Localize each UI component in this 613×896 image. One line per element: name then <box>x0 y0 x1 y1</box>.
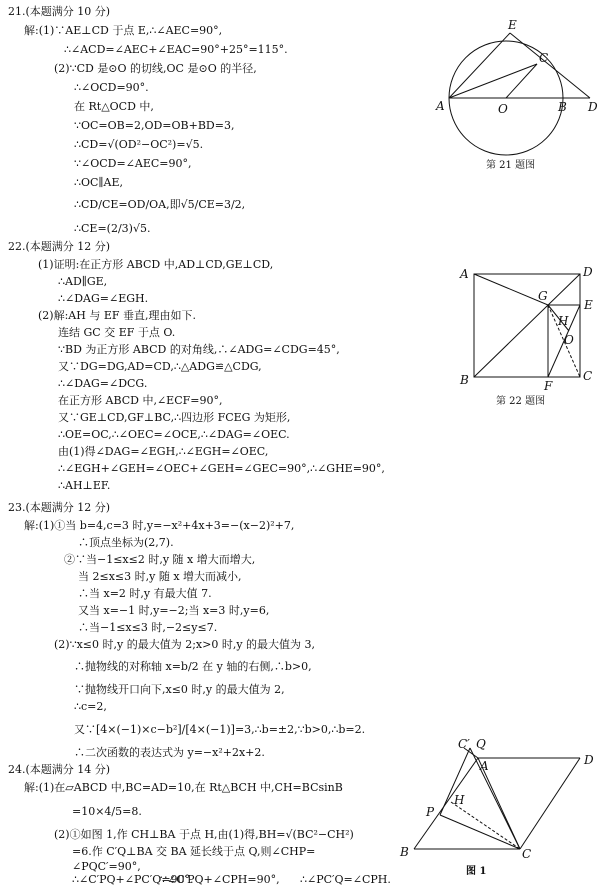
p21-line: ∵∠OCD=∠AEC=90°, <box>74 157 192 170</box>
p23-line: ∵抛物线开口向下,x≤0 时,y 的最大值为 2, <box>74 683 285 696</box>
p24-line: =10×4/5=8. <box>72 805 142 818</box>
p22-line: ∴AH⊥EF. <box>58 479 111 492</box>
fig22-caption: 第 22 题图 <box>496 396 546 407</box>
p24-line: (2)①如图 1,作 CH⊥BA 于点 H,由(1)得,BH=√(BC²−CH²) <box>54 828 354 841</box>
p23-line: ∴顶点坐标为(2,7). <box>78 536 174 549</box>
fig22-label: E <box>584 298 593 312</box>
p22-line: ∴∠DAG=∠DCG. <box>58 377 148 390</box>
p23-line: ∴当 x=2 时,y 有最大值 7. <box>78 587 212 600</box>
p21-line: ∴CD/CE=OD/OA,即√5/CE=3/2, <box>74 198 246 211</box>
fig22-diagram <box>456 262 606 402</box>
p22-line: (2)解:AH 与 EF 垂直,理由如下. <box>38 309 196 322</box>
p24-line: 解:(1)在▱ABCD 中,BC=AD=10,在 Rt△BCH 中,CH=BCsinB <box>24 781 343 794</box>
p21-line: ∴OC∥AE, <box>74 176 123 189</box>
fig21-caption: 第 21 题图 <box>486 160 536 171</box>
p21-line: ∵OC=OB=2,OD=OB+BD=3, <box>74 119 235 132</box>
p22-line: ∴AD∥GE, <box>58 275 108 288</box>
p23-line: ∴当−1≤x≤3 时,−2≤y≤7. <box>78 621 218 634</box>
fig24-caption: 图 1 <box>466 866 487 877</box>
p22-line: 在正方形 ABCD 中,∠ECF=90°, <box>58 394 223 407</box>
p22-line: (1)证明:在正方形 ABCD 中,AD⊥CD,GE⊥CD, <box>38 258 274 271</box>
p23-line: 又∵[4×(−1)×c−b²]/[4×(−1)]=3,∴b=±2,∵b>0,∴b=2. <box>74 723 366 736</box>
fig21-label: D <box>588 100 598 114</box>
fig22-label: D <box>583 265 593 279</box>
p22-line: ∴∠DAG=∠EGH. <box>58 292 149 305</box>
fig21-diagram <box>430 18 600 158</box>
p24-line: ∴∠C′PQ+∠PC′Q=90°. <box>72 873 194 886</box>
p24-line: ∴∠PC′Q=∠CPH. <box>300 873 391 886</box>
p22-line: ∴∠EGH+∠GEH=∠OEC+∠GEH=∠GEC=90°,∴∠GHE=90°, <box>58 462 385 475</box>
p22-line: 由(1)得∠DAG=∠EGH,∴∠EGH=∠OEC, <box>58 445 269 458</box>
p21-line: ∴∠ACD=∠AEC+∠EAC=90°+25°=115°. <box>64 43 288 56</box>
p22-line: 连结 GC 交 EF 于点 O. <box>58 326 176 339</box>
p22-line: 又∵DG=DG,AD=CD,∴△ADG≌△CDG, <box>58 360 262 373</box>
p22-header: 22.(本题满分 12 分) <box>8 240 111 253</box>
fig24-label: P <box>426 805 435 819</box>
p21-line: ∴∠OCD=90°. <box>74 81 149 94</box>
fig22-label: C <box>583 369 593 383</box>
fig22-label: F <box>544 379 553 393</box>
fig22-label: O <box>564 333 574 347</box>
p23-line: 又当 x=−1 时,y=−2;当 x=3 时,y=6, <box>78 604 270 617</box>
p21-line: 解:(1)∵AE⊥CD 于点 E,∴∠AEC=90°, <box>24 24 223 37</box>
p22-line: ∵BD 为正方形 ABCD 的对角线,∴∠ADG=∠CDG=45°, <box>58 343 340 356</box>
p23-line: 当 2≤x≤3 时,y 随 x 增大而减小, <box>78 570 242 583</box>
fig22-label: H <box>558 314 569 328</box>
fig24-label: C <box>522 847 532 861</box>
fig21-label: E <box>508 18 517 32</box>
fig24-label: B <box>400 845 409 859</box>
p23-line: 解:(1)①当 b=4,c=3 时,y=−x²+4x+3=−(x−2)²+7, <box>24 519 295 532</box>
p23-line: ∴二次函数的表达式为 y=−x²+2x+2. <box>74 746 265 759</box>
p22-line: 又∵GE⊥CD,GF⊥BC,∴四边形 FCEG 为矩形, <box>58 411 291 424</box>
fig21-label: O <box>498 102 508 116</box>
fig22-label: A <box>460 267 469 281</box>
p23-line: ②∵当−1≤x≤2 时,y 随 x 增大而增大, <box>64 553 256 566</box>
fig21-label: A <box>436 99 445 113</box>
fig24-label: D <box>584 753 594 767</box>
fig22-label: B <box>460 373 469 387</box>
fig24-diagram <box>398 736 598 876</box>
p22-line: ∴OE=OC,∴∠OEC=∠OCE,∴∠DAG=∠OEC. <box>58 428 290 441</box>
fig24-label: H <box>454 793 465 807</box>
p21-line: ∴CE=(2/3)√5. <box>74 222 151 235</box>
p21-header: 21.(本题满分 10 分) <box>8 5 111 18</box>
fig22-label: G <box>538 289 548 303</box>
p24-header: 24.(本题满分 14 分) <box>8 763 111 776</box>
p21-line: (2)∵CD 是⊙O 的切线,OC 是⊙O 的半径, <box>54 62 257 75</box>
p24-line: ∠PQC′=90°, <box>72 860 141 873</box>
p24-line: ∵∠C′PQ+∠CPH=90°, <box>160 873 280 886</box>
p21-line: ∴CD=√(OD²−OC²)=√5. <box>74 138 204 151</box>
p24-line: =6.作 C′Q⊥BA 交 BA 延长线于点 Q,则∠CHP= <box>72 845 316 858</box>
fig24-label: C′ <box>458 737 470 751</box>
p21-line: 在 Rt△OCD 中, <box>74 100 154 113</box>
p23-line: ∴c=2, <box>74 700 107 713</box>
p23-header: 23.(本题满分 12 分) <box>8 501 111 514</box>
fig24-label: A <box>480 759 489 773</box>
fig24-label: Q <box>476 737 486 751</box>
p23-line: (2)∵x≤0 时,y 的最大值为 2;x>0 时,y 的最大值为 3, <box>54 638 316 651</box>
fig21-label: C <box>539 51 549 65</box>
p23-line: ∴抛物线的对称轴 x=b/2 在 y 轴的右侧,∴b>0, <box>74 660 312 673</box>
fig21-label: B <box>558 100 567 114</box>
